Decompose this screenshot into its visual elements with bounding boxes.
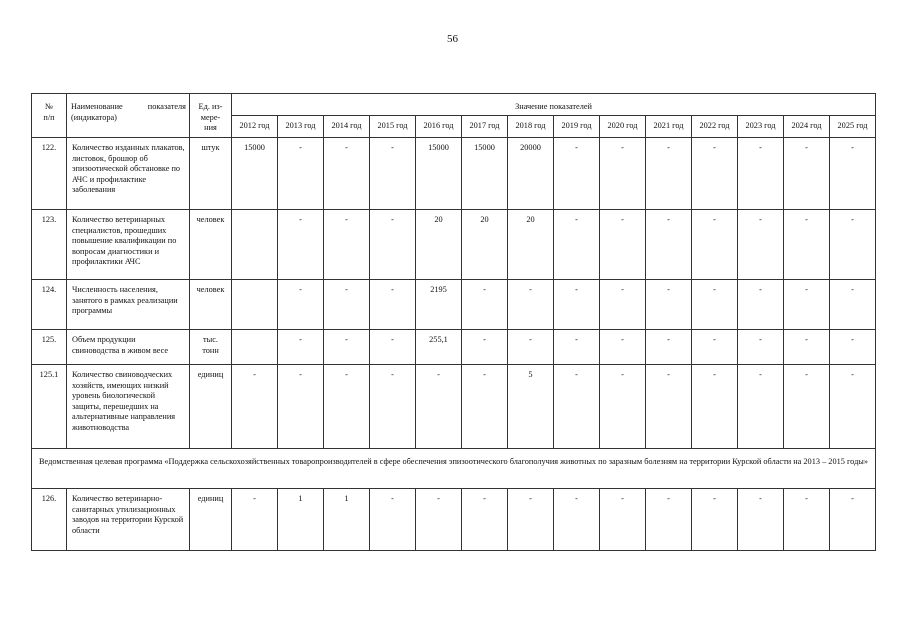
value-cell: 1 <box>324 489 370 551</box>
value-cell: - <box>462 489 508 551</box>
value-cell: - <box>554 489 600 551</box>
row-number: 122. <box>32 138 67 210</box>
value-cell: - <box>646 489 692 551</box>
header-values-group: Значение показателей <box>232 94 876 116</box>
value-cell: - <box>600 210 646 280</box>
row-name: Количество ветеринарно-санитарных утилизационных заводов на территории Курской области <box>67 489 190 551</box>
value-cell: - <box>508 330 554 365</box>
page-number: 56 <box>447 33 458 45</box>
value-cell: - <box>646 138 692 210</box>
value-cell: - <box>646 210 692 280</box>
year-header: 2022 год <box>692 116 738 138</box>
value-cell: - <box>692 365 738 449</box>
year-header: 2016 год <box>416 116 462 138</box>
value-cell: 15000 <box>416 138 462 210</box>
year-header: 2015 год <box>370 116 416 138</box>
value-cell: 20 <box>462 210 508 280</box>
value-cell: - <box>324 210 370 280</box>
value-cell: - <box>784 489 830 551</box>
row-unit: человек <box>190 210 232 280</box>
value-cell: - <box>554 210 600 280</box>
year-header: 2013 год <box>278 116 324 138</box>
value-cell: - <box>784 138 830 210</box>
table-row <box>32 280 876 330</box>
row-name: Количество свиноводческих хозяйств, имеющих низкий уровень биологической защиты, перешедших на альтернативные направления животноводства <box>67 365 190 449</box>
year-header: 2023 год <box>738 116 784 138</box>
value-cell: - <box>738 280 784 330</box>
year-header: 2017 год <box>462 116 508 138</box>
value-cell: - <box>830 330 876 365</box>
value-cell: - <box>830 489 876 551</box>
value-cell <box>232 330 278 365</box>
value-cell: - <box>370 210 416 280</box>
value-cell <box>232 280 278 330</box>
value-cell: 20 <box>416 210 462 280</box>
value-cell: - <box>646 365 692 449</box>
year-header: 2021 год <box>646 116 692 138</box>
value-cell: - <box>232 365 278 449</box>
value-cell: - <box>370 365 416 449</box>
value-cell: - <box>462 330 508 365</box>
value-cell: 1 <box>278 489 324 551</box>
year-header: 2014 год <box>324 116 370 138</box>
value-cell: 20000 <box>508 138 554 210</box>
value-cell: - <box>554 138 600 210</box>
value-cell: - <box>600 489 646 551</box>
value-cell: - <box>784 280 830 330</box>
value-cell: - <box>324 365 370 449</box>
row-unit-text: тыс. тонн <box>202 335 219 355</box>
value-cell: - <box>324 330 370 365</box>
table-row <box>32 489 876 551</box>
header-no-text: № п/п <box>43 102 55 122</box>
indicators-table <box>31 93 876 551</box>
year-header: 2019 год <box>554 116 600 138</box>
value-cell: - <box>784 210 830 280</box>
value-cell: - <box>416 489 462 551</box>
row-unit: штук <box>190 138 232 210</box>
row-name: Количество изданных плакатов, листовок, брошюр об эпизоотической обстановке по АЧС и профилактике заболевания <box>67 138 190 210</box>
section-title: Ведомственная целевая программа «Поддержка сельскохозяйственных товаропроизводителей в сфере обеспечения эпизоотического благополучия животных по заразным болезням на территории Курской области на 2013 – 2015 годы» <box>32 449 876 489</box>
value-cell: - <box>554 280 600 330</box>
value-cell: - <box>830 210 876 280</box>
row-name: Численность населения, занятого в рамках реализации программы <box>67 280 190 330</box>
year-header: 2020 год <box>600 116 646 138</box>
value-cell: - <box>324 138 370 210</box>
value-cell: - <box>646 330 692 365</box>
value-cell: - <box>278 330 324 365</box>
value-cell: 255,1 <box>416 330 462 365</box>
row-number: 126. <box>32 489 67 551</box>
value-cell: - <box>600 365 646 449</box>
year-header: 2018 год <box>508 116 554 138</box>
value-cell: - <box>324 280 370 330</box>
value-cell: - <box>278 138 324 210</box>
value-cell: - <box>692 489 738 551</box>
value-cell: - <box>370 138 416 210</box>
row-unit <box>190 330 232 365</box>
value-cell: - <box>692 138 738 210</box>
value-cell: - <box>232 489 278 551</box>
value-cell: - <box>462 280 508 330</box>
row-name: Количество ветеринарных специалистов, прошедших повышение квалификации по вопросам диагностики и профилактики АЧС <box>67 210 190 280</box>
value-cell: - <box>600 280 646 330</box>
value-cell: - <box>830 365 876 449</box>
value-cell: - <box>646 280 692 330</box>
value-cell: - <box>738 138 784 210</box>
value-cell: - <box>738 489 784 551</box>
value-cell: - <box>830 280 876 330</box>
value-cell: - <box>738 210 784 280</box>
value-cell: 2195 <box>416 280 462 330</box>
table-row <box>32 365 876 449</box>
value-cell: - <box>370 280 416 330</box>
row-number: 125. <box>32 330 67 365</box>
value-cell: - <box>600 330 646 365</box>
year-header: 2024 год <box>784 116 830 138</box>
value-cell: - <box>554 330 600 365</box>
value-cell: 5 <box>508 365 554 449</box>
value-cell: - <box>784 330 830 365</box>
value-cell: - <box>278 365 324 449</box>
value-cell: - <box>370 330 416 365</box>
value-cell: - <box>278 210 324 280</box>
header-unit-text: Ед. из- мере- ния <box>198 102 223 133</box>
row-number: 123. <box>32 210 67 280</box>
table-row <box>32 330 876 365</box>
value-cell: - <box>600 138 646 210</box>
header-unit <box>190 94 232 138</box>
table-row <box>32 210 876 280</box>
value-cell <box>232 210 278 280</box>
value-cell: - <box>462 365 508 449</box>
value-cell: - <box>738 330 784 365</box>
table-row <box>32 138 876 210</box>
row-unit: единиц <box>190 365 232 449</box>
year-header: 2025 год <box>830 116 876 138</box>
value-cell: 20 <box>508 210 554 280</box>
value-cell: - <box>692 280 738 330</box>
value-cell: 15000 <box>462 138 508 210</box>
value-cell: 15000 <box>232 138 278 210</box>
row-unit: человек <box>190 280 232 330</box>
value-cell: - <box>830 138 876 210</box>
value-cell: - <box>370 489 416 551</box>
value-cell: - <box>692 210 738 280</box>
row-unit: единиц <box>190 489 232 551</box>
header-no <box>32 94 67 138</box>
value-cell: - <box>508 280 554 330</box>
value-cell: - <box>784 365 830 449</box>
row-name: Объем продукции свиноводства в живом весе <box>67 330 190 365</box>
value-cell: - <box>692 330 738 365</box>
row-number: 125.1 <box>32 365 67 449</box>
value-cell: - <box>416 365 462 449</box>
year-header: 2012 год <box>232 116 278 138</box>
section-row <box>32 449 876 489</box>
row-number: 124. <box>32 280 67 330</box>
value-cell: - <box>508 489 554 551</box>
header-name: Наименование показателя (индикатора) <box>67 94 190 138</box>
value-cell: - <box>554 365 600 449</box>
value-cell: - <box>278 280 324 330</box>
value-cell: - <box>738 365 784 449</box>
